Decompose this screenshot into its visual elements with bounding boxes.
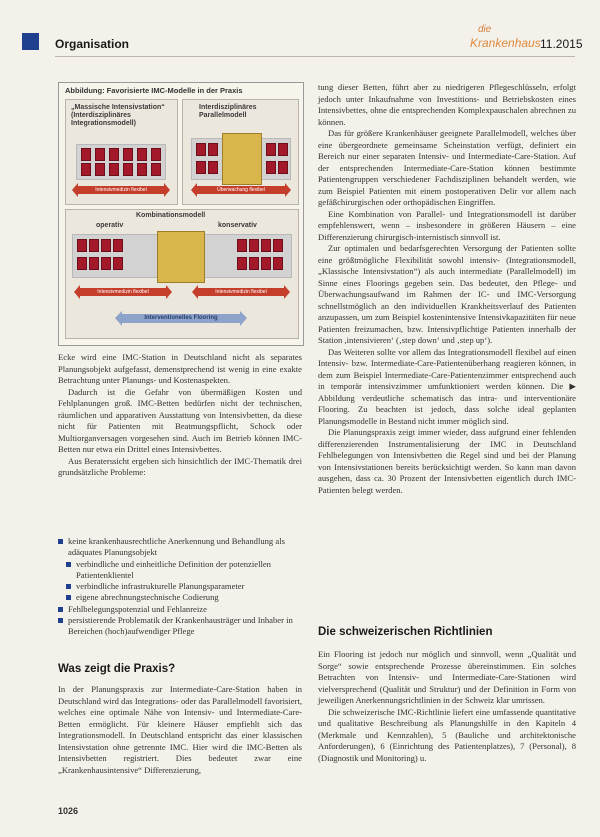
bed-cell [113, 257, 123, 270]
paragraph: In der Planungspraxis zur Intermediate-Care-Station haben in Deutschland wird das Integrations- oder das Parallelmodell favorisiert, welches eine optimale Nähe von Intensiv- und Intermediate-Care-Betten ermöglicht. Für kleinere Häuser empfiehlt sich das Integrationsmodell. In Deutschland entspricht das einer klassischen Intensivstation ohne getrennte IMC. Hier wird die IMC-Betten als Intensivbetten registriert. Dies bedeutet zwar eine „Krankenhausintensive“ Differenzierung, [58, 684, 302, 775]
arrow-label: Intensivmedizin flexibel [97, 289, 149, 295]
section-heading-richtlinien: Die schweizerischen Richtlinien [318, 626, 493, 638]
panel-integration-title: „Massische Intensivstation“ (Interdisziplinäres Integrationsmodell) [71, 104, 165, 127]
arrow-ueberwachung-flexibel [197, 186, 285, 194]
bed-cell [237, 257, 247, 270]
label-konservativ: konservativ [218, 222, 257, 229]
arrow-label: Überwachung flexibel [217, 187, 265, 193]
paragraph: Die schweizerische IMC-Richtlinie liefert eine umfassende quantitative und qualitative Beschreibung als Planungshilfe in den Kapiteln 4 (Merkmale und Kennzahlen), 5 (Bauliche und architektonische Anforderungen), 6 (Einrichtung des Patientenplatzes), 7 (Personal), 8 (Diagnostik und Monitoring) u. [318, 706, 576, 763]
panel-integration-model [65, 99, 178, 205]
logo-die: die [478, 24, 492, 35]
page-header [0, 0, 600, 66]
bed-cell [266, 143, 276, 156]
panel-combination-title: Kombinationsmodell [136, 212, 206, 219]
icu-block-left [76, 144, 166, 180]
bed-cell [89, 239, 99, 252]
issue-number: 11.2015 [540, 37, 583, 51]
arrow-label: Intensivmedizin flexibel [215, 289, 267, 295]
bed-cell [278, 161, 288, 174]
paragraph: Das Weiteren sollte vor allem das Integrationsmodell flexibel auf einen Intensiv- bzw. Intermediate-Care-Patientenüberhang reagieren können, in dem zum Beispiel Intermediate-Care-Patientenzimmer entsprechend auch in temporär intensivzimmer umfunktioniert werden können. Die ▶ Abbildung verdeutliche schematisch das intra- und interventionäre Flooring. Zu beachten ist jedoch, dass solche ideal geplanten Planungsmodelle in Bestand nicht immer möglich sind. [318, 346, 576, 426]
list-item: verbindliche und einheitliche Definition der potenziellen Patientenklientel [58, 559, 302, 582]
arrow-intensiv-flexibel-bottom-right [198, 288, 284, 296]
figure-title: Abbildung: Favorisierte IMC-Modelle in der Praxis [65, 86, 243, 95]
bed-cell [196, 161, 206, 174]
bed-cell [261, 239, 271, 252]
bed-cell [273, 239, 283, 252]
icu-block-bottom [72, 234, 292, 278]
bed-cell [81, 148, 91, 161]
paragraph: Aus Beraterssicht ergeben sich hinsichtlich der IMC-Thematik drei grundsätzliche Probleme: [58, 455, 302, 477]
bed-cell [109, 163, 119, 176]
list-item: Fehlbelegungspotenzial und Fehlanreize [58, 604, 302, 615]
bed-cell [95, 148, 105, 161]
header-divider [55, 56, 575, 57]
section-title: Organisation [55, 37, 130, 51]
bed-cell [113, 239, 123, 252]
bed-cell [249, 257, 259, 270]
figure-imc-models [58, 82, 304, 346]
arrow-intensiv-flexibel-left [78, 186, 164, 194]
right-column-lower [318, 649, 576, 764]
logo-name: Krankenhaus [470, 36, 541, 50]
bed-cell [89, 257, 99, 270]
paragraph: Das für größere Krankenhäuser geeignete Parallelmodell, welches über eine übergeordnete gemeinsame Scheinstation verfügt, definiert ein Bereich nur einer separaten Intensiv- und Intermediate-Care-Station. Auf der entsprechenden Intermediate-Care-Station können bestimmte Patientengruppen verschiedener Fachdisziplinen behandelt werden, wie zum Beispiel Patienten mit einem postoperativen Delir vor allem nach gefäßchirurgischen oder orthopädischen Eingriffen. [318, 128, 576, 207]
bed-cell [151, 148, 161, 161]
bed-cell [137, 163, 147, 176]
bed-cell [249, 239, 259, 252]
paragraph: Die Planungspraxis zeigt immer wieder, dass aufgrund einer fehlenden differenzierenden Instrumentalisierung der IMC in Deutschland Fehlbelegungen von Intensivbetten die Regel sind und bei der Planung von Intensivstationen bereits berücksichtigt werden. So kann man davon ausgehen, dass ca. 30 Prozent der Intensivbetten eigentlich durch IMC-Patienten belegt werden. [318, 427, 576, 495]
paragraph: Zur optimalen und bedarfsgerechten Versorgung der Patienten sollte eine größtmögliche Flexibilität sowohl intensiv- (Integrationsmodell, „Klassische Intensivstation“) als auch intermediate (Parallelmodell) im Sinne eines Floorings gegeben sein. Das bedeutet, den Pflege- und Überwachungsaufwand im Rahmen der IC- und IMC-Versorgung schnellstmöglich an den individuellen Krankheitsverlauf des Patienten anzupassen, um zum Beispiel kostenintensive Intensivkapazitäten für neue Patienten freizumachen, bzw. Intensivpflichtige Patienten innerhalb der Station ,intensivieren‘ (‚step down‘ und ‚step up‘). [318, 243, 576, 345]
bed-cell [109, 148, 119, 161]
icu-block-right [191, 138, 291, 180]
paragraph: Ein Flooring ist jedoch nur möglich und sinnvoll, wenn „Qualität und Sorge“ sowie entsprechende Prozesse übereinstimmen. Ein solches Betrachten von Intensiv- und Intermediate-Care-Stationen wird vielversprechend (Qualität und Struktur) und der Definition in Form von jeweiligen Anerkennungsrichtlinien in der Schweiz klar umrissen. [318, 649, 576, 705]
bed-cell [137, 148, 147, 161]
bed-cell [101, 257, 111, 270]
paragraph: tung dieser Betten, führt aber zu niedrigeren Pflegeschlüsseln, erfolgt jedoch unter Inkaufnahme von Investitions- und Betriebskosten eines Intensivbettes, ohne die entsprechenden Komplexpauschalen abrechnen zu können. [318, 82, 576, 127]
section-marker-icon [22, 33, 39, 50]
left-column-lower [58, 684, 302, 776]
bed-cell [208, 161, 218, 174]
journal-logo [470, 24, 541, 58]
bed-cell [77, 257, 87, 270]
list-item: eigene abrechnungstechnische Codierung [58, 592, 302, 603]
imc-block [157, 231, 205, 283]
imc-block [222, 133, 262, 185]
bed-cell [101, 239, 111, 252]
bed-cell [151, 163, 161, 176]
page-number: 1026 [58, 806, 79, 816]
problem-list [58, 536, 302, 638]
arrow-label: Interventionelles Flooring [144, 315, 218, 321]
bed-cell [261, 257, 271, 270]
bed-cell [266, 161, 276, 174]
list-item: persistierende Problematik der Krankenhausträger und Inhaber in Bereichen (hoch)aufwendiger Pflege [58, 615, 302, 638]
right-column-upper [318, 82, 576, 496]
bed-cell [273, 257, 283, 270]
arrow-interventionelles-flooring [122, 314, 240, 323]
section-heading-praxis: Was zeigt die Praxis? [58, 663, 176, 675]
bed-cell [123, 148, 133, 161]
panel-parallel-model [182, 99, 299, 205]
bed-cell [196, 143, 206, 156]
bed-cell [237, 239, 247, 252]
bed-cell [123, 163, 133, 176]
arrow-intensiv-flexibel-bottom-left [80, 288, 166, 296]
paragraph: Ecke wird eine IMC-Station in Deutschland nicht als separates Planungsobjekt aufgefasst, demenstprechend ist wenig in eine exakte Betrachtung unter Planungs- und Kostenaspekten. [58, 352, 302, 385]
arrow-label: Intensivmedizin flexibel [95, 187, 147, 193]
bed-cell [208, 143, 218, 156]
panel-combination-model [65, 209, 299, 339]
list-item: keine krankenhausrechtliche Anerkennung und Behandlung als adäquates Planungsobjekt [58, 536, 302, 559]
paragraph: Eine Kombination von Parallel- und Integrationsmodell ist darüber empfehlenswert, wenn – insbesondere in größeren Häusern – eine Differenzierung chirurgisch-internistisch sinnvoll ist. [318, 208, 576, 242]
bed-cell [77, 239, 87, 252]
panel-parallel-title: Interdisziplinäres Parallelmodell [199, 104, 257, 119]
label-operativ: operativ [96, 222, 124, 229]
left-column-upper [58, 352, 302, 479]
paragraph: Dadurch ist die Gefahr von übermäßigen Kosten und Fehlplanungen groß. IMC-Betten bedürfen nicht der technischen, räumlichen und apparativen Ausstattung von Intensivbetten, da diese nicht für Patienten mit Beatmungspflicht, Schock oder Multiorganversagen vorgesehen sind. Auch im Betrieb können IMC-Betten nur etwa ein Drittel eines Intensivbettes. [58, 386, 302, 454]
bed-cell [81, 163, 91, 176]
bed-cell [278, 143, 288, 156]
bed-cell [95, 163, 105, 176]
list-item: verbindliche infrastrukturelle Planungsparameter [58, 581, 302, 592]
